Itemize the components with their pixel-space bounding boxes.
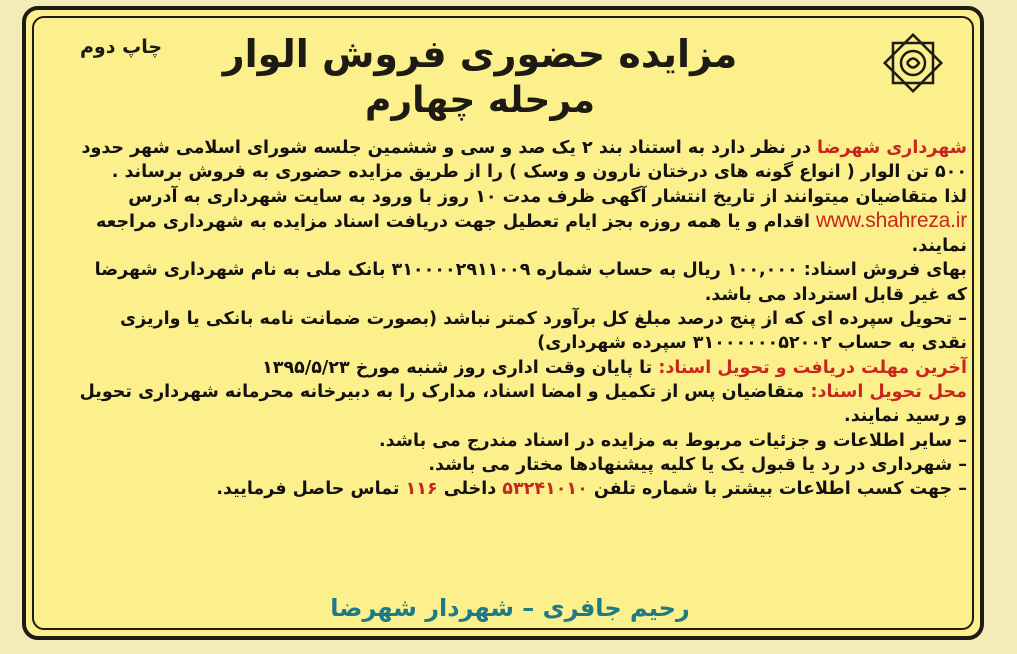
access-text-1: لذا متقاضیان میتوانند از تاریخ انتشار آگهی ظرف مدت ۱۰ روز با ورود به سایت شهرداری به آدرس [128, 186, 967, 207]
access-paragraph [72, 185, 967, 259]
deadline-label: آخرین مهلت دریافت و تحویل اسناد: [658, 357, 967, 378]
intro-text: در نظر دارد به استناد بند ۲ یک صد و سی و ششمین جلسه شورای اسلامی شهر حدود ۵۰۰ تن الوار ( انواع گونه های درختان نارون و وسک ) را از طریق مزایده حضوری به فروش برساند . [81, 138, 967, 183]
signature: رحیم جافری – شهردار شهرضا [330, 594, 690, 622]
notice-body [72, 136, 967, 501]
contact-paragraph [72, 477, 967, 501]
delivery-label: محل تحویل اسناد: [810, 381, 967, 402]
delivery-paragraph [72, 380, 967, 429]
municipality-emblem-icon [878, 28, 948, 98]
contact-text-1: – جهت کسب اطلاعات بیشتر با شماره تلفن [587, 479, 967, 500]
website-link[interactable]: www.shahreza.ir [815, 208, 967, 232]
delivery-text: متقاضیان پس از تکمیل و امضا اسناد، مدارک را به دبیرخانه محرمانه شهرداری تحویل و رسید نمایند. [79, 381, 967, 427]
extension-number: ۱۱۶ [405, 479, 438, 500]
deposit-paragraph: – تحویل سپرده ای که از پنج درصد مبلغ کل برآورد کمتر نباشد (بصورت ضمانت نامه بانکی یا واریزی نقدی به حساب ۳۱۰۰۰۰۰۰۵۲۰۰۲ سپرده شهرداری) [120, 309, 967, 354]
phone-number: ۵۳۲۴۱۰۱۰ [502, 479, 588, 500]
document-price-paragraph: بهای فروش اسناد: ۱۰۰,۰۰۰ ریال به حساب شماره ۳۱۰۰۰۰۲۹۱۱۰۰۹ بانک ملی به نام شهرداری شهرضا که غیر قابل استرداد می باشد. [94, 260, 967, 305]
organization-name: شهرداری شهرضا [817, 138, 967, 158]
contact-text-2: داخلی [437, 479, 503, 500]
access-text-2: اقدام و یا همه روزه بجز ایام تعطیل جهت دریافت اسناد مزایده به شهرداری مراجعه نمایند. [95, 211, 967, 257]
notice-subtitle: مرحله چهارم [364, 80, 596, 121]
notice-title: مزایده حضوری فروش الوار [222, 32, 738, 76]
contact-text-3: تماس حاصل فرمایید. [216, 479, 406, 500]
intro-paragraph [72, 136, 967, 185]
details-paragraph: – سایر اطلاعات و جزئیات مربوط به مزایده در اسناد مندرج می باشد. [379, 430, 967, 451]
deadline-paragraph [72, 356, 967, 380]
deadline-text: تا پایان وقت اداری روز شنبه مورخ ۱۳۹۵/۵/۲۳ [262, 357, 659, 378]
rights-paragraph: – شهرداری در رد یا قبول یک یا کلیه پیشنهادها مختار می باشد. [428, 454, 967, 475]
print-edition-tag: چاپ دوم [80, 36, 163, 58]
